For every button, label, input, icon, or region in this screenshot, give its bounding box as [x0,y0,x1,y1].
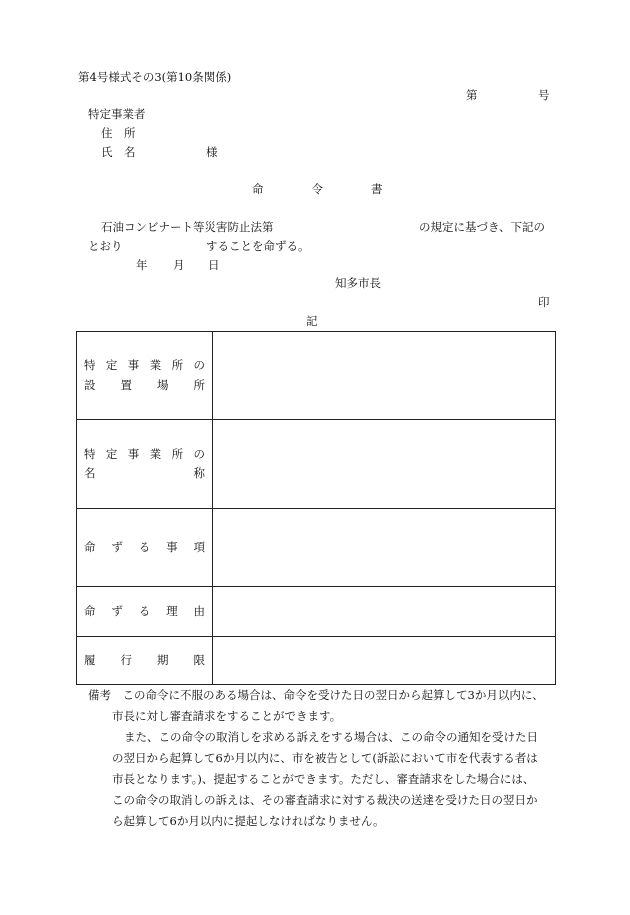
ki-heading: 記 [306,314,318,328]
label-name-line1: 特 定 事 業 所 の [84,446,205,461]
value-cell-matters[interactable] [213,509,556,587]
address-label: 住 所 [101,126,136,140]
label-cell-reason [77,587,213,637]
note-p2-e: ら起算して6か月以内に提起しなければなりません。 [112,814,385,828]
label-matters: 命 ず る 事 項 [84,539,205,554]
label-deadline: 履 行 期 限 [84,652,205,667]
form-code: 第4号様式その3(第10条関係) [78,70,232,84]
label-location-line1: 特 定 事 業 所 の [84,358,205,372]
order-table [76,331,556,685]
body-line1-start: 石油コンビナート等災害防止法第 [101,220,274,234]
label-cell-matters [77,509,213,587]
note-p1-a-text: この命令に不服のある場合は、命令を受けた日の翌日から起算して3か月以内に、 [122,688,544,702]
addressee-title: 特定事業者 [88,107,146,121]
issuer: 知多市長 [335,276,381,290]
value-cell-deadline[interactable] [213,637,556,685]
seal-mark: 印 [538,295,550,309]
label-cell-name [77,420,213,509]
note-p1-b: 市長に対し審査請求をすることができます。 [112,709,342,723]
notes-block [88,685,558,832]
doc-title: 命令書 [252,182,431,196]
honorific: 様 [206,145,218,159]
date-month: 月 [173,258,185,272]
label-cell-location [77,332,213,420]
value-cell-name[interactable] [213,420,556,509]
note-p2-c: 市長となります。)、提起することができます。ただし、審査請求をした場合には、 [112,772,535,786]
label-cell-deadline [77,637,213,685]
notes-label: 備考 [88,688,111,702]
body-line2-start: とおり [88,239,123,253]
doc-number-suffix: 号 [538,88,550,102]
body-line1-end: の規定に基づき、下記の [419,220,546,234]
note-p1-a [88,685,558,706]
doc-number-prefix: 第 [466,88,478,102]
value-cell-location[interactable] [213,332,556,420]
label-reason: 命 ず る 理 由 [84,603,205,618]
value-cell-reason[interactable] [213,587,556,637]
name-label: 氏 名 [101,145,136,159]
date-day: 日 [208,258,220,272]
body-line2-end: することを命ずる。 [206,239,310,253]
note-p2-b: の翌日から起算して6か月以内に、市を被告として(訴訟において市を代表する者は [112,751,538,765]
date-year: 年 [136,258,148,272]
note-p2-a: また、この命令の取消しを求める訴えをする場合は、この命令の通知を受けた日 [124,730,538,744]
label-name-line2: 名 称 [84,466,205,480]
label-location-line2: 設 置 場 所 [84,377,205,392]
note-p2-d: この命令の取消しの訴えは、その審査請求に対する裁決の送達を受けた日の翌日か [112,793,538,807]
